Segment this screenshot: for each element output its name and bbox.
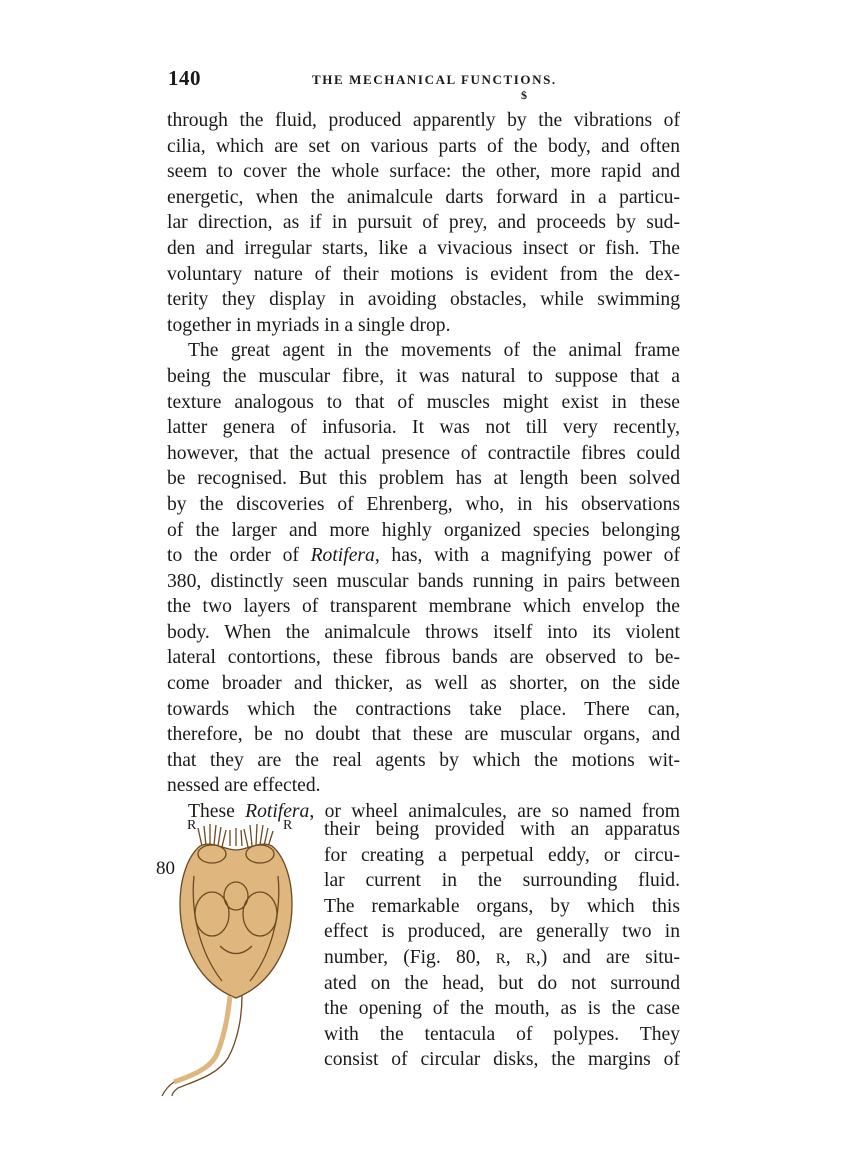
rotifer-tail xyxy=(174,996,230,1082)
text-line: lar current in the surrounding fluid. xyxy=(324,870,680,892)
text-line: nessed are effected. xyxy=(167,775,321,797)
paragraph-start-line: These Rotifera, or wheel animalcules, are so named from xyxy=(188,801,680,823)
text-line: number, (Fig. 80, R, R,) and are situ- xyxy=(324,946,680,968)
text-line: den and irregular starts, like a vivacious insect or fish. The xyxy=(167,237,680,259)
text-line: body. When the animalcule throws itself into its violent xyxy=(167,621,680,643)
text-line: of the larger and more highly organized species belonging xyxy=(167,519,680,541)
page-number: 140 xyxy=(168,66,201,90)
text-line: with the tentacula of polypes. They xyxy=(324,1023,680,1045)
printer-mark: $ xyxy=(521,88,527,102)
text-line: through the fluid, produced apparently by the vibrations of xyxy=(167,110,680,131)
text-line: 380, distinctly seen muscular bands running in pairs between xyxy=(167,570,680,592)
text-line: come broader and thicker, as well as shorter, on the side xyxy=(167,673,680,695)
text-line: lateral contortions, these fibrous bands are observed to be- xyxy=(167,647,680,669)
text-line: lar direction, as if in pursuit of prey, and proceeds by sud- xyxy=(167,212,680,234)
text-line: being the muscular fibre, it was natural to suppose that a xyxy=(167,365,680,387)
figure-number: 80 xyxy=(156,858,175,879)
text-line: together in myriads in a single drop. xyxy=(167,314,451,336)
text-line: energetic, when the animalcule darts forward in a particu- xyxy=(167,186,680,208)
text-line: the two layers of transparent membrane which envelop the xyxy=(167,596,680,618)
text-line: for creating a perpetual eddy, or circu- xyxy=(324,844,680,866)
text-line: their being provided with an apparatus xyxy=(324,819,680,840)
text-line: voluntary nature of their motions is evident from the dex- xyxy=(167,263,680,285)
text-line: The remarkable organs, by which this xyxy=(324,895,680,917)
rotifer-illustration xyxy=(150,816,322,1096)
italic-term: Rotifera xyxy=(245,801,310,823)
text-line: by the discoveries of Ehrenberg, who, in his observations xyxy=(167,493,680,515)
text-line: cilia, which are set on various parts of the body, and often xyxy=(167,135,680,157)
small-caps-label: R xyxy=(525,950,536,967)
text-line: texture analogous to that of muscles might exist in these xyxy=(167,391,680,413)
text-line: the opening of the mouth, as is the case xyxy=(324,998,680,1020)
text-line: ated on the head, but do not surround xyxy=(324,972,680,994)
body-text xyxy=(167,108,680,825)
text-line: consist of circular disks, the margins of xyxy=(324,1049,680,1071)
text-line: towards which the contractions take place. There can, xyxy=(167,698,680,720)
text-line: be recognised. But this problem has at length been solved xyxy=(167,468,680,490)
rotifer-body xyxy=(180,844,292,998)
running-head: THE MECHANICAL FUNCTIONS. xyxy=(312,72,557,87)
small-caps-label: R xyxy=(495,950,506,967)
figure-label-r-left: R xyxy=(187,818,197,833)
text-line: latter genera of infusoria. It was not till very recently, xyxy=(167,417,680,439)
text-line: that they are the real agents by which the motions wit- xyxy=(167,749,680,771)
rotatory-disk-right xyxy=(246,845,274,863)
text-line: terity they display in avoiding obstacles, while swimming xyxy=(167,289,680,311)
figure-wrapped-text xyxy=(324,817,680,1073)
text-line: effect is produced, are generally two in xyxy=(324,921,680,943)
italic-term: Rotifera xyxy=(310,545,375,567)
text-line: however, that the actual presence of contractile fibres could xyxy=(167,442,680,464)
text-line: seem to cover the whole surface: the other, more rapid and xyxy=(167,161,680,183)
paragraph-start-line: The great agent in the movements of the animal frame xyxy=(188,340,680,362)
text-line: therefore, be no doubt that these are muscular organs, and xyxy=(167,724,680,746)
rotatory-disk-left xyxy=(198,845,226,863)
figure-label-r-right: R xyxy=(283,818,293,833)
rotifer-drawing xyxy=(150,816,322,1096)
rotifer-toe xyxy=(172,1088,178,1096)
text-line: to the order of Rotifera, has, with a magnifying power of xyxy=(167,545,680,567)
